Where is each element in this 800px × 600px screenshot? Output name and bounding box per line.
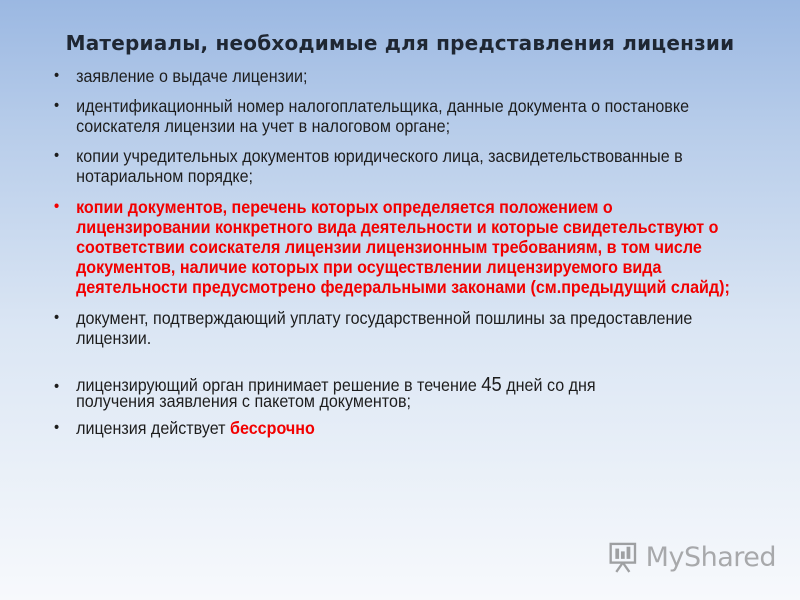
bullet-text: копии учредительных документов юридического лица, засвидетельствованные в нотариальном порядке; (76, 146, 683, 186)
bullet-dot: • (54, 147, 60, 164)
days-number: 45 (481, 374, 502, 396)
bullet-dot: • (54, 97, 60, 114)
bullet-text: идентификационный номер налогоплательщика, данные документа о постановке соискателя лицензии на учет в налоговом органе; (76, 96, 690, 136)
bullet-text-before: лицензирующий орган принимает решение в течение (76, 375, 482, 395)
bullet-item (54, 374, 748, 411)
bullet-text-after: дней со дня (501, 375, 596, 395)
bullet-text: документ, подтверждающий уплату государственной пошлины за предоставление лицензии. (76, 308, 693, 348)
bullet-dot: • (54, 419, 60, 436)
bullet-item (54, 308, 748, 348)
bullet-item (54, 66, 748, 86)
bullet-item (54, 146, 748, 186)
bullet-dot: • (54, 198, 60, 215)
bullet-item (54, 418, 748, 438)
bullet-dot: • (54, 309, 60, 326)
bullet-dot: • (54, 378, 60, 395)
bullet-text-before: лицензия действует (76, 418, 231, 438)
bullet-item-highlighted (54, 197, 748, 297)
indefinite-highlight: бессрочно (230, 418, 315, 438)
bullet-list (54, 66, 744, 438)
myshared-watermark (606, 537, 776, 577)
bullet-text: копии документов, перечень которых определяется положением о лицензировании конкретного вида деятельности и которые свидетельствуют о соответствии соискателя лицензии лицензионным требованиям, в том числе документов, наличие которых при осуществлении лицензируемого вида деятельности предусмотрено федеральными законами (см.предыдущий слайд); (76, 197, 730, 297)
watermark-text: MyShared (645, 541, 776, 573)
bullet-text-line2: получения заявления с пакетом документов; (76, 391, 411, 411)
bullet-dot: • (54, 67, 60, 84)
bullet-item (54, 96, 748, 136)
bullet-text: заявление о выдаче лицензии; (76, 66, 308, 86)
presentation-board-icon (606, 539, 640, 575)
slide-title: Материалы, необходимые для представления лицензии (65, 31, 735, 55)
